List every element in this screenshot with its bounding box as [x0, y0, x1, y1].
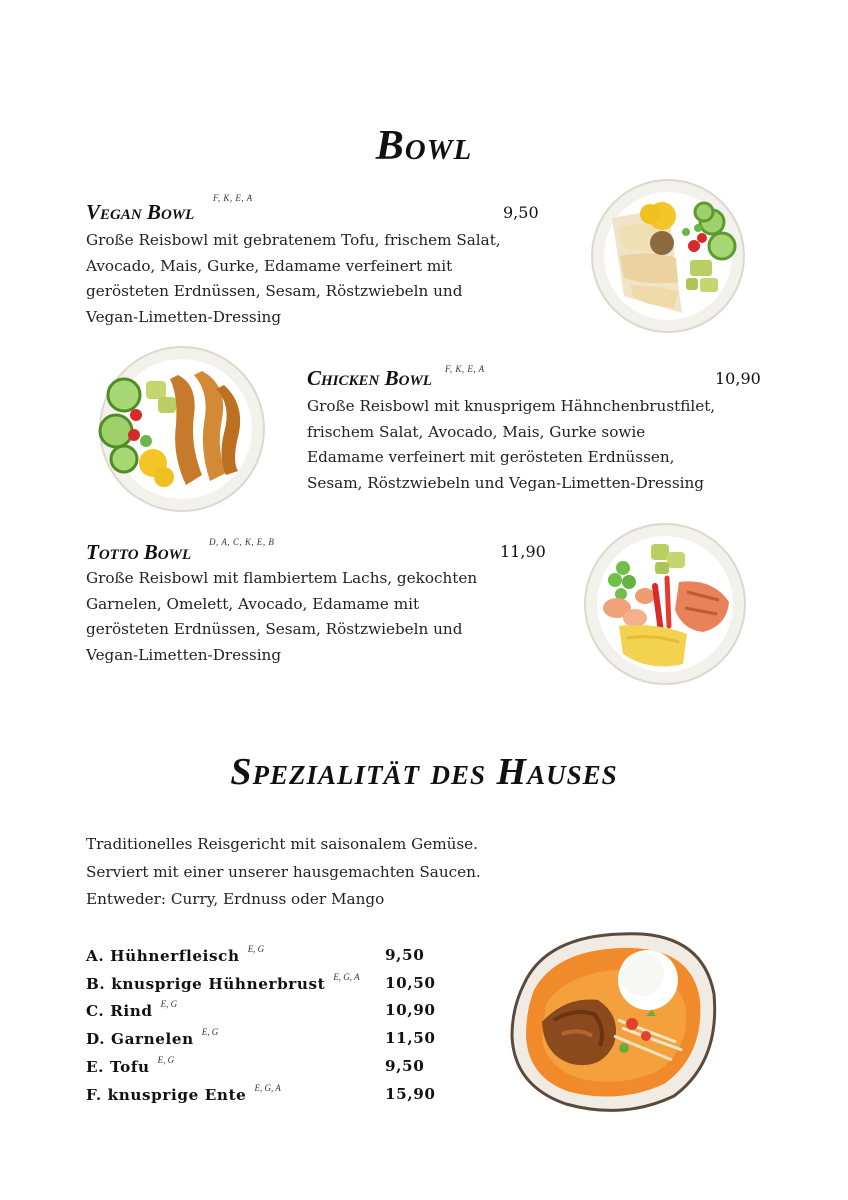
- vegan-bowl-name: Vegan Bowl: [86, 200, 195, 224]
- special-item-price: 15,90: [385, 1085, 436, 1103]
- chicken-bowl-name: Chicken Bowl: [307, 366, 432, 390]
- vegan-bowl-description: [86, 228, 566, 330]
- special-item-price: 9,50: [385, 946, 425, 964]
- totto-bowl-price: 11,90: [500, 542, 546, 561]
- description-line: Große Reisbowl mit flambiertem Lachs, gekochten: [86, 569, 478, 587]
- special-section-title: Spezialität des Hauses: [230, 751, 618, 793]
- bowl-section-title: Bowl: [375, 123, 473, 169]
- description-line: Vegan-Limetten-Dressing: [86, 307, 282, 326]
- description-line: Große Reisbowl mit knusprigem Hähnchenbrustfilet,: [307, 397, 716, 415]
- special-intro: [86, 831, 546, 914]
- description-line: frischem Salat, Avocado, Mais, Gurke sowie: [307, 422, 646, 441]
- totto-bowl-description: [86, 566, 566, 668]
- totto-bowl-photo: [583, 522, 747, 686]
- special-item-label: C. Rind: [86, 1002, 153, 1020]
- special-item-c: [86, 1001, 446, 1027]
- special-item-allergens: E, G, A: [333, 972, 360, 982]
- special-item-label: D. Garnelen: [86, 1030, 194, 1048]
- chicken-bowl-photo: [98, 345, 266, 513]
- totto-bowl-name: Totto Bowl: [86, 540, 192, 564]
- description-line: Große Reisbowl mit gebratenem Tofu, frischem Salat,: [86, 231, 501, 249]
- vegan-bowl-price: 9,50: [503, 203, 539, 222]
- description-line: gerösteten Erdnüssen, Sesam, Röstzwiebeln und: [86, 620, 463, 638]
- special-item-a: [86, 946, 446, 972]
- description-line: Sesam, Röstzwiebeln und Vegan-Limetten-Dressing: [307, 473, 704, 492]
- description-line: gerösteten Erdnüssen, Sesam, Röstzwiebeln und: [86, 282, 463, 300]
- special-item-price: 9,50: [385, 1057, 425, 1075]
- chicken-bowl-allergens: F, K, E, A: [445, 364, 485, 374]
- description-line: Avocado, Mais, Gurke, Edamame verfeinert mit: [86, 256, 453, 275]
- special-item-label: E. Tofu: [86, 1058, 150, 1076]
- special-item-label: B. knusprige Hühnerbrust: [86, 975, 326, 993]
- vegan-bowl-allergens: F, K, E, A: [213, 193, 253, 203]
- special-item-allergens: E, G, A: [254, 1083, 281, 1093]
- intro-line: Entweder: Curry, Erdnuss oder Mango: [86, 890, 385, 908]
- description-line: Vegan-Limetten-Dressing: [86, 645, 282, 664]
- vegan-bowl-photo: [590, 178, 746, 334]
- special-item-price: 11,50: [385, 1029, 436, 1047]
- curry-dish-photo: [506, 924, 718, 1114]
- totto-bowl-allergens: D, A, C, K, E, B: [209, 537, 275, 547]
- intro-line: Serviert mit einer unserer hausgemachten Saucen.: [86, 862, 481, 881]
- special-item-d: [86, 1029, 446, 1055]
- special-item-allergens: E, G: [160, 999, 178, 1009]
- special-item-price: 10,50: [385, 974, 436, 992]
- special-item-allergens: E, G: [201, 1027, 219, 1037]
- chicken-bowl-price: 10,90: [715, 369, 761, 388]
- special-item-price: 10,90: [385, 1001, 436, 1019]
- special-item-f: [86, 1085, 446, 1111]
- chicken-bowl-description: [307, 394, 777, 496]
- special-item-b: [86, 974, 446, 1000]
- special-item-e: [86, 1057, 446, 1083]
- description-line: Garnelen, Omelett, Avocado, Edamame mit: [86, 594, 420, 613]
- intro-line: Traditionelles Reisgericht mit saisonalem Gemüse.: [86, 835, 478, 853]
- special-item-label: A. Hühnerfleisch: [86, 947, 240, 965]
- special-item-allergens: E, G: [157, 1055, 175, 1065]
- special-item-allergens: E, G: [247, 944, 265, 954]
- description-line: Edamame verfeinert mit gerösteten Erdnüssen,: [307, 448, 675, 466]
- special-item-label: F. knusprige Ente: [86, 1086, 247, 1104]
